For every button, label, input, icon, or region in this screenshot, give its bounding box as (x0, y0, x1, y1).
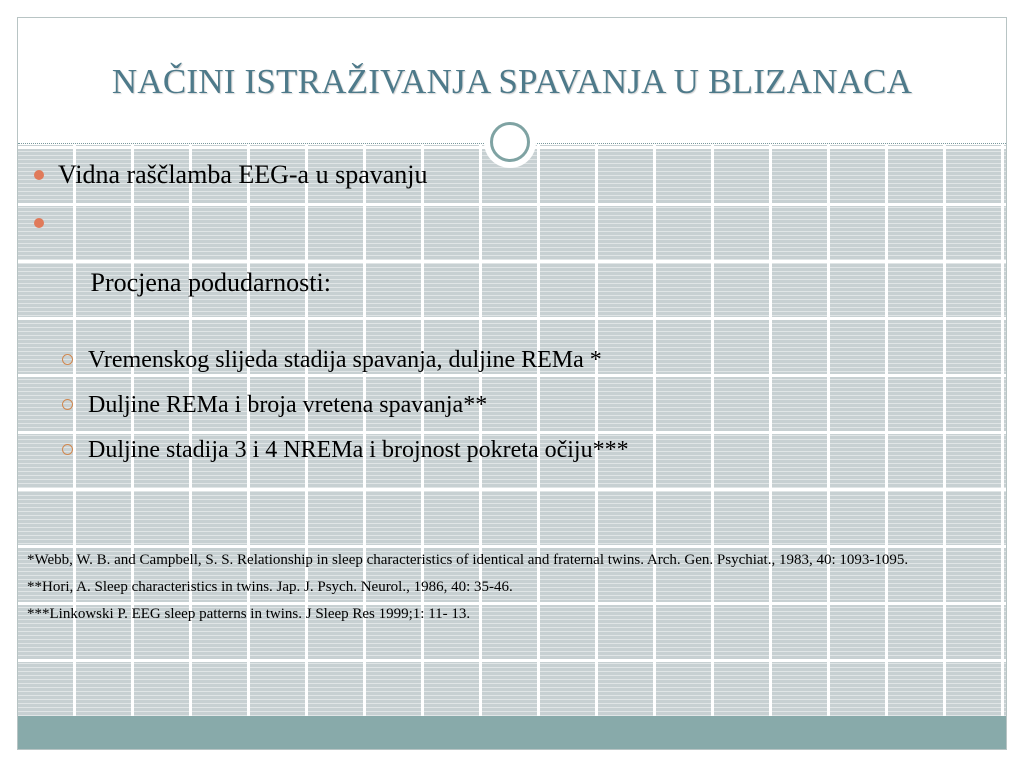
slide-title: NAČINI ISTRAŽIVANJA SPAVANJA U BLIZANACA (111, 62, 913, 101)
references (27, 551, 967, 632)
footer-band (18, 716, 1006, 750)
bullet-item (30, 208, 960, 328)
sub-bullet-text: Duljine REMa i broja vretena spavanja** (88, 392, 488, 418)
ornament-ring (490, 122, 530, 162)
sub-bullet-item (30, 346, 960, 374)
bullet-text: Vidna raščlamba EEG-a u spavanju (58, 160, 428, 189)
bullet-text: Procjena podudarnosti: (84, 268, 331, 297)
filled-dot-icon (34, 218, 44, 228)
sub-bullet-text: Vremenskog slijeda stadija spavanja, duljine REMa * (88, 347, 602, 373)
hollow-circle-icon (62, 354, 73, 365)
hollow-circle-icon (62, 399, 73, 410)
sub-bullet-item (30, 391, 960, 419)
reference-item: *Webb, W. B. and Campbell, S. S. Relationship in sleep characteristics of identical and fraternal twins. Arch. Gen. Psychiat., 1983, 40: 1093-1095. (27, 552, 909, 568)
sub-bullet-item (30, 436, 960, 464)
sub-bullet-text: Duljine stadija 3 i 4 NREMa i brojnost pokreta očiju*** (88, 437, 629, 463)
reference-item: **Hori, A. Sleep characteristics in twins. Jap. J. Psych. Neurol., 1986, 40: 35-46. (27, 579, 513, 595)
hollow-circle-icon (62, 444, 73, 455)
reference-item: ***Linkowski P. EEG sleep patterns in twins. J Sleep Res 1999;1: 11- 13. (27, 606, 471, 622)
bullet-item (30, 160, 960, 190)
filled-dot-icon (34, 170, 44, 180)
bullet-list (30, 160, 960, 481)
